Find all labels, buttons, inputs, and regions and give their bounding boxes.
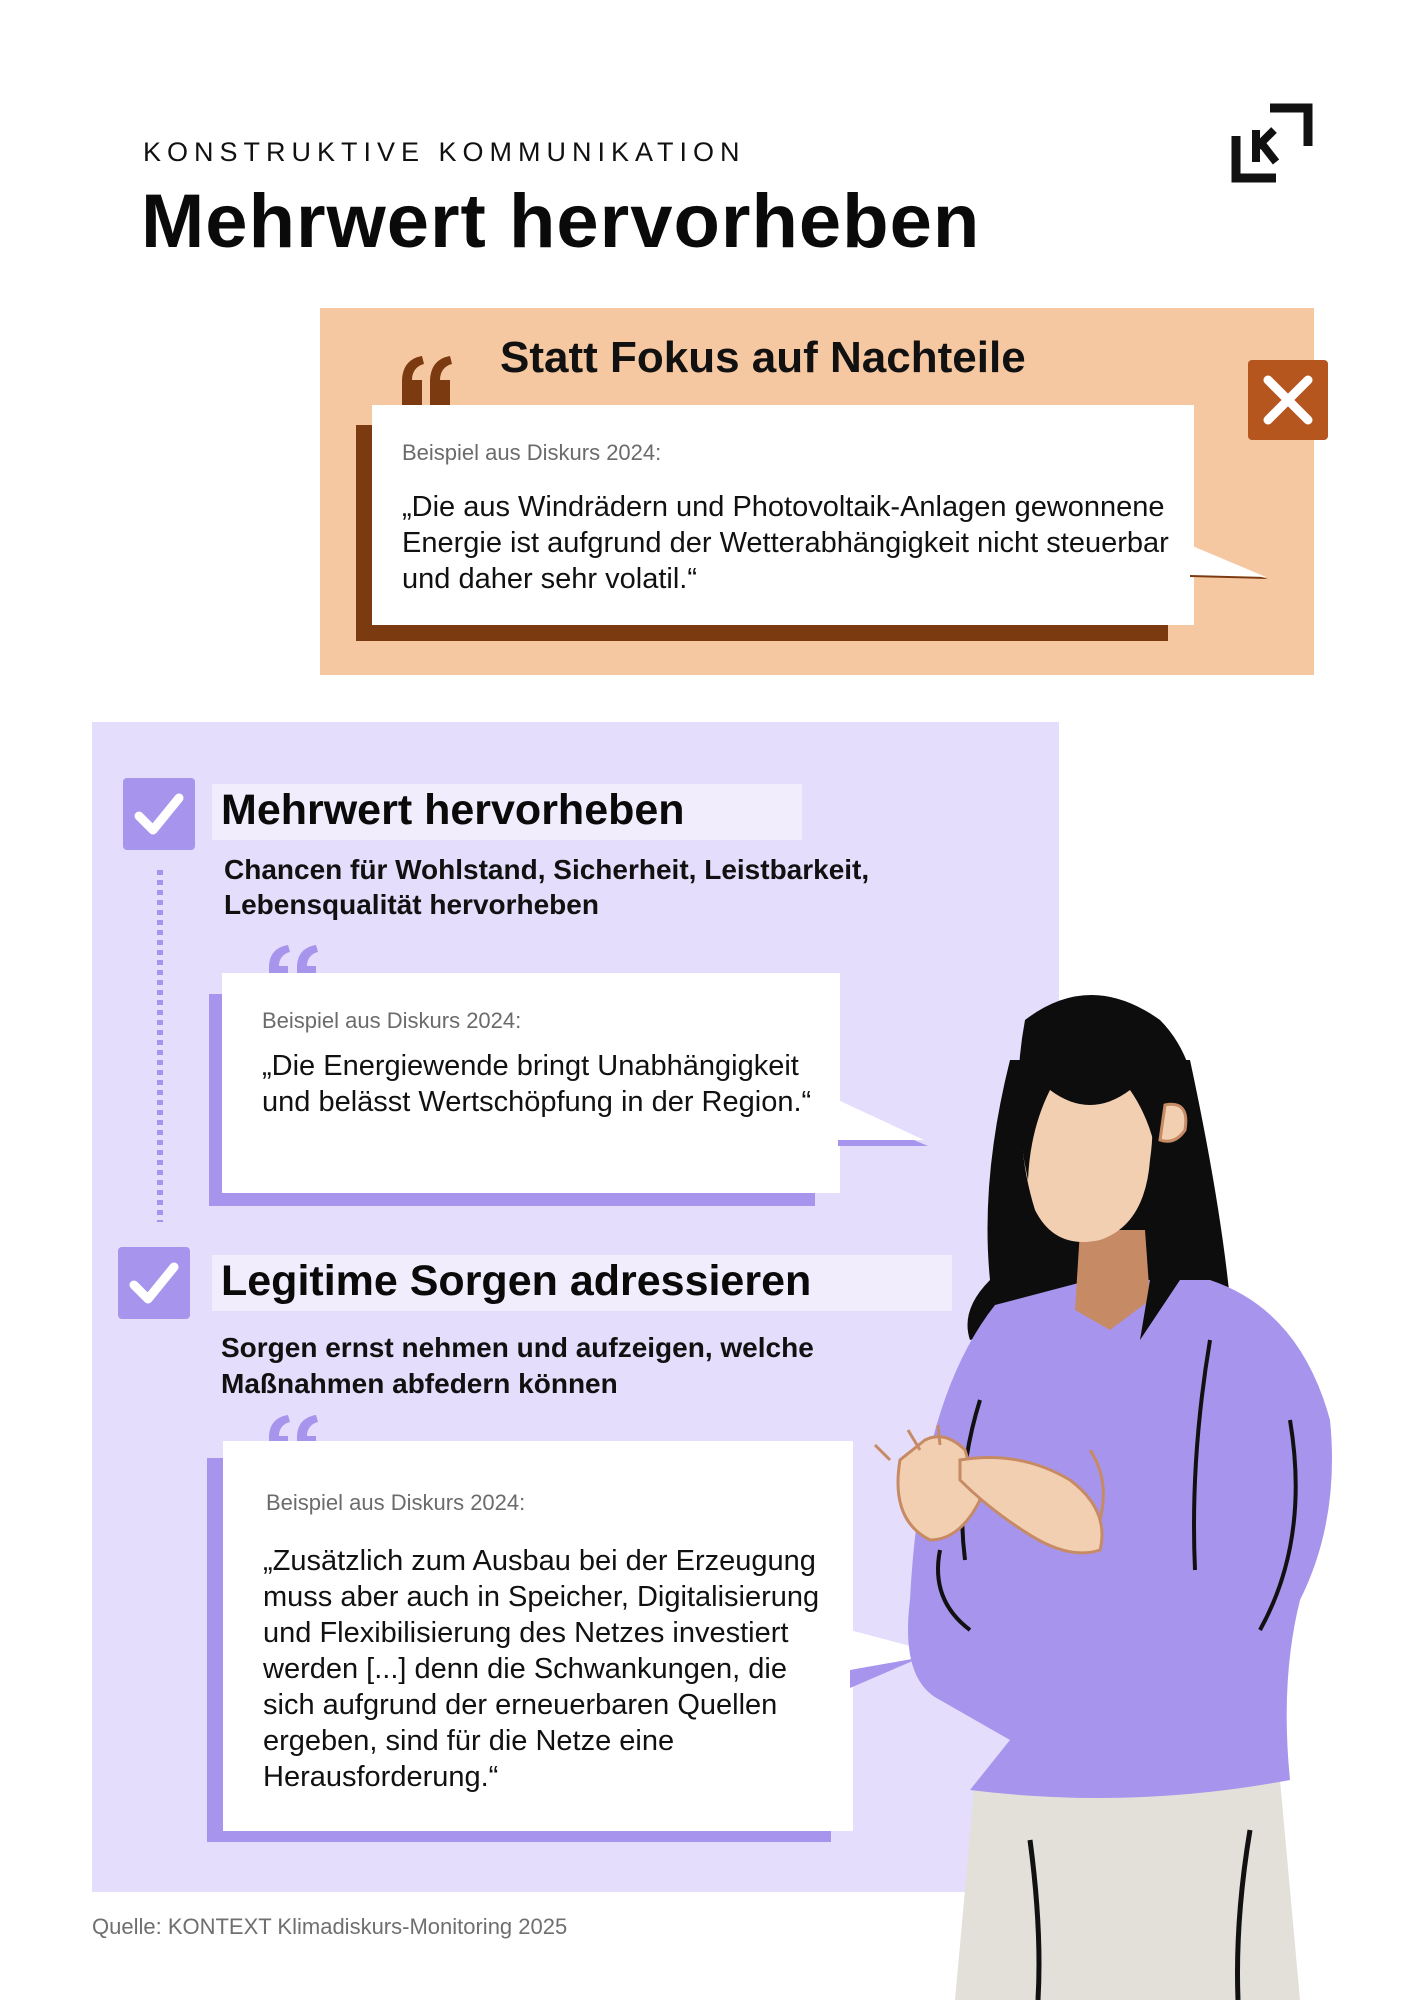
kicker: KONSTRUKTIVE KOMMUNIKATION	[143, 137, 746, 167]
negative-heading: Statt Fokus auf Nachteile	[500, 333, 1026, 382]
positive-subheading-1: Chancen für Wohlstand, Sicherheit, Leistbarkeit, Lebensqualität hervorheben	[224, 854, 870, 920]
positive-heading-2: Legitime Sorgen adressieren	[221, 1257, 812, 1305]
check-icon	[123, 778, 195, 850]
page-title: Mehrwert hervorheben	[141, 179, 981, 264]
check-icon	[118, 1247, 190, 1319]
example-label-2: Beispiel aus Diskurs 2024:	[266, 1490, 526, 1515]
speech-tail	[1190, 545, 1270, 585]
positive-quote-text-1: „Die Energiewende bringt Unabhängigkeit und belässt Wertschöpfung in der Region.“	[262, 1050, 812, 1118]
woman-illustration	[860, 980, 1400, 2000]
quote-mark-icon	[398, 352, 456, 412]
positive-subheading-2: Sorgen ernst nehmen und aufzeigen, welche Maßnahmen abfedern können	[221, 1332, 814, 1399]
k-bracket-logo-icon	[1230, 100, 1316, 184]
example-label-1: Beispiel aus Diskurs 2024:	[262, 1008, 522, 1033]
positive-heading-1: Mehrwert hervorheben	[221, 786, 685, 834]
positive-quote-text-2: „Zusätzlich zum Ausbau bei der Erzeugung muss aber auch in Speicher, Digitalisierung und Flexibilisierung des Netzes investiert werden [...] denn die Schwankungen, die sich aufgrund der erneuerbaren Quellen ergeben, sind für die Netze eine Herausforderung.“	[263, 1545, 820, 1793]
negative-example-label: Beispiel aus Diskurs 2024:	[402, 440, 662, 465]
source-citation: Quelle: KONTEXT Klimadiskurs-Monitoring 2025	[92, 1914, 568, 1939]
x-icon	[1248, 360, 1328, 440]
dotted-connector	[157, 870, 163, 1222]
negative-quote-text: „Die aus Windrädern und Photovoltaik-Anlagen gewonnene Energie ist aufgrund der Wetterabhängigkeit nicht steuerbar und daher sehr volatil.“	[402, 491, 1169, 595]
